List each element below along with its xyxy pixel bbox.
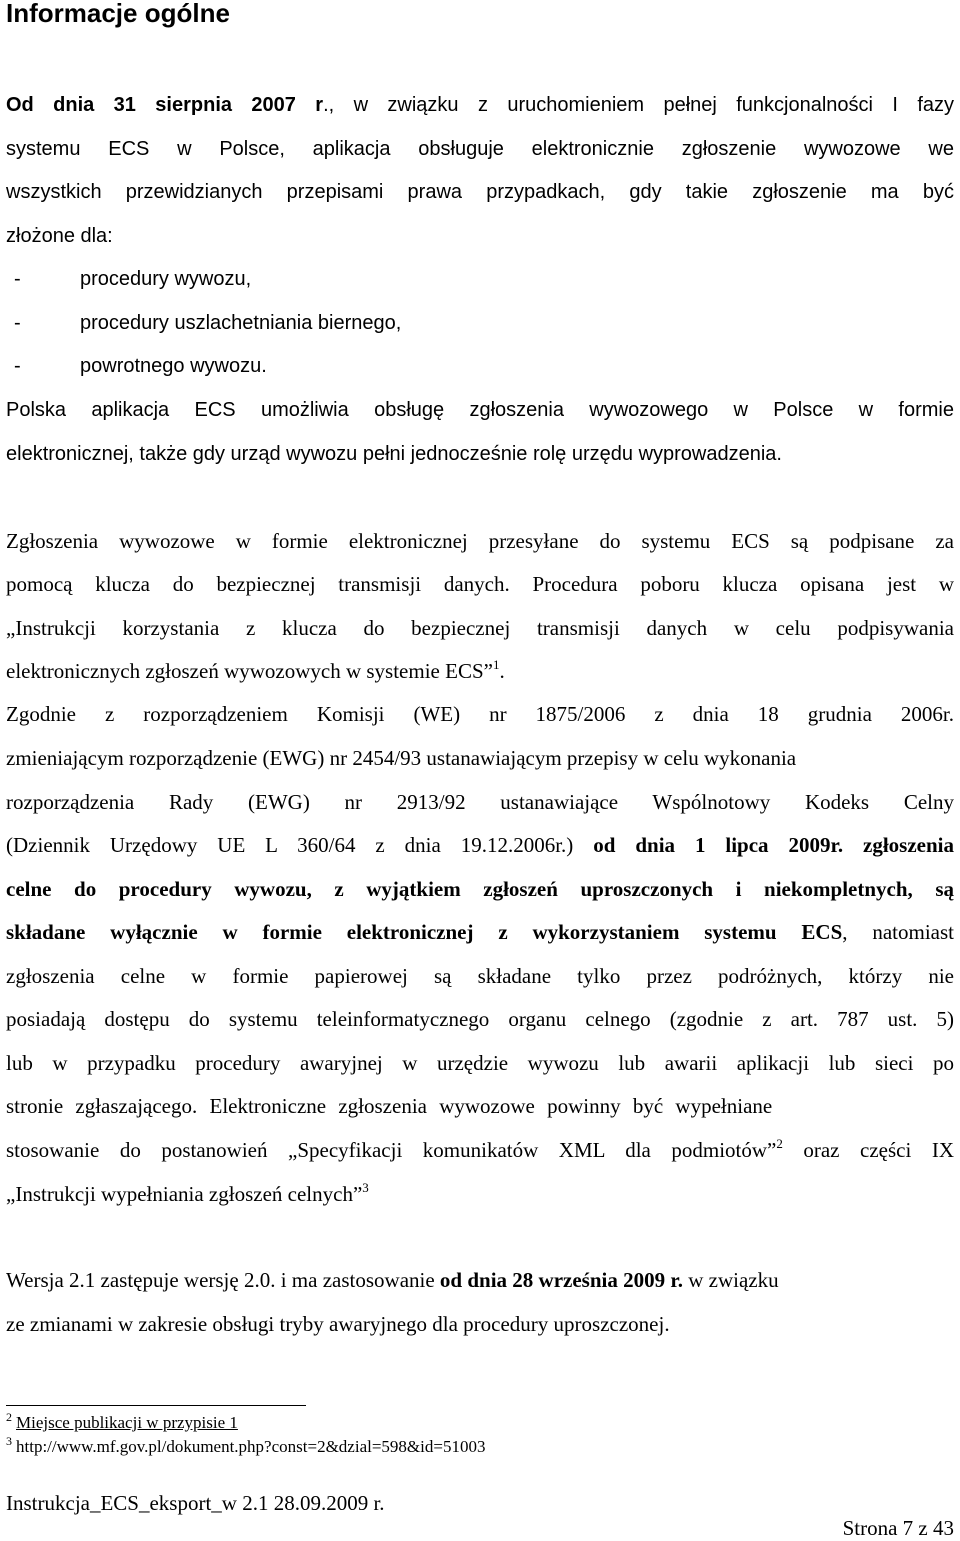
text-span: (Dziennik Urzędowy UE L 360/64 z dnia 19.12.2006r.) bbox=[6, 833, 594, 857]
paragraph-line: Zgodnie z rozporządzeniem Komisji (WE) nr 1875/2006 z dnia 18 grudnia 2006r. bbox=[6, 702, 954, 726]
paragraph-line: pomocą klucza do bezpiecznej transmisji danych. Procedura poboru klucza opisana jest w bbox=[6, 572, 954, 596]
text-span: , natomiast bbox=[842, 920, 954, 944]
paragraph-line: posiadają dostępu do systemu teleinformatycznego organu celnego (zgodnie z art. 787 ust. 5) bbox=[6, 1007, 954, 1031]
paragraph-line bbox=[6, 919, 954, 945]
footnote-ref: 3 bbox=[362, 1180, 369, 1195]
bold-text: składane wyłącznie w formie elektronicznej z wykorzystaniem systemu ECS bbox=[6, 920, 843, 944]
footer-document-name: Instrukcja_ECS_eksport_w 2.1 28.09.2009 r. bbox=[6, 1491, 385, 1515]
footnote-link[interactable]: Miejsce publikacji w przypisie 1 bbox=[16, 1413, 238, 1432]
list-item-text: procedury uszlachetniania biernego, bbox=[80, 312, 402, 334]
list-dash: - bbox=[14, 312, 21, 334]
footer-page-number: Strona 7 z 43 bbox=[842, 1516, 954, 1540]
footnote bbox=[6, 1410, 238, 1433]
paragraph-line: zmieniającym rozporządzenie (EWG) nr 2454/93 ustanawiającym przepisy w celu wykonania bbox=[6, 746, 797, 770]
paragraph-line: „Instrukcji korzystania z klucza do bezpiecznej transmisji danych w celu podpisywania bbox=[6, 616, 954, 640]
text-span: ., w związku z uruchomieniem pełnej funkcjonalności I fazy bbox=[323, 94, 955, 116]
list-item bbox=[6, 353, 606, 379]
paragraph-line: rozporządzenia Rady (EWG) nr 2913/92 ustanawiające Wspólnotowy Kodeks Celny bbox=[6, 790, 954, 814]
text-span: „Instrukcji wypełniania zgłoszeń celnych” bbox=[6, 1182, 363, 1206]
paragraph-line: elektronicznej, także gdy urząd wywozu pełni jednocześnie rolę urzędu wyprowadzenia. bbox=[6, 443, 782, 465]
paragraph-line bbox=[6, 1181, 954, 1207]
footnote-ref: 2 bbox=[776, 1136, 783, 1151]
footnote-number: 3 bbox=[6, 1434, 12, 1448]
paragraph-line bbox=[6, 876, 954, 902]
paragraph-line: wszystkich przewidzianych przepisami prawa przypadkach, gdy takie zgłoszenie ma być bbox=[6, 181, 954, 203]
list-item-text: procedury wywozu, bbox=[80, 268, 252, 290]
paragraph-line bbox=[6, 1137, 954, 1163]
paragraph-line: ze zmianami w zakresie obsługi tryby awaryjnego dla procedury uproszczonej. bbox=[6, 1312, 670, 1336]
footnote-separator bbox=[6, 1405, 306, 1406]
bold-text: od dnia 28 września 2009 r. bbox=[439, 1268, 684, 1292]
footnote-ref: 1 bbox=[492, 657, 500, 672]
bold-text: od dnia 1 lipca 2009r. zgłoszenia bbox=[593, 833, 954, 857]
paragraph-line: systemu ECS w Polsce, aplikacja obsługuje elektronicznie zgłoszenie wywozowe we bbox=[6, 138, 954, 160]
bold-text: celne do procedury wywozu, z wyjątkiem zgłoszeń uproszczonych i niekompletnych, są bbox=[6, 877, 954, 901]
paragraph-line bbox=[6, 92, 954, 118]
paragraph-line bbox=[6, 658, 954, 684]
list-item bbox=[6, 266, 606, 292]
paragraph-line: zgłoszenia celne w formie papierowej są składane tylko przez podróżnych, którzy nie bbox=[6, 964, 954, 988]
paragraph-line bbox=[6, 1267, 954, 1293]
text-span: elektronicznych zgłoszeń wywozowych w systemie ECS” bbox=[6, 659, 493, 683]
text-span: . bbox=[499, 659, 505, 683]
text-span: stosowanie do postanowień „Specyfikacji komunikatów XML dla podmiotów” bbox=[6, 1138, 777, 1162]
text-span: w związku bbox=[683, 1268, 779, 1292]
list-item-text: powrotnego wywozu. bbox=[80, 355, 267, 377]
list-dash: - bbox=[14, 355, 21, 377]
text-span: oraz części IX bbox=[782, 1138, 954, 1162]
paragraph-line: Polska aplikacja ECS umożliwia obsługę zgłoszenia wywozowego w Polsce w formie bbox=[6, 399, 954, 421]
footnote bbox=[6, 1434, 486, 1457]
bold-date: Od dnia 31 sierpnia 2007 r bbox=[6, 94, 324, 116]
page-title: Informacje ogólne bbox=[6, 0, 230, 28]
footnote-url: http://www.mf.gov.pl/dokument.php?const=2&dzial=598&id=51003 bbox=[16, 1437, 486, 1456]
text-span: Wersja 2.1 zastępuje wersję 2.0. i ma zastosowanie bbox=[6, 1268, 440, 1292]
paragraph-line: lub w przypadku procedury awaryjnej w urzędzie wywozu lub awarii aplikacji lub sieci po bbox=[6, 1051, 954, 1075]
paragraph-line: stronie zgłaszającego. Elektroniczne zgłoszenia wywozowe powinny być wypełniane bbox=[6, 1094, 773, 1118]
list-item bbox=[6, 310, 606, 336]
paragraph-line: Zgłoszenia wywozowe w formie elektronicznej przesyłane do systemu ECS są podpisane za bbox=[6, 529, 954, 553]
footnote-number: 2 bbox=[6, 1410, 12, 1424]
list-dash: - bbox=[14, 268, 21, 290]
paragraph-line: złożone dla: bbox=[6, 225, 113, 247]
paragraph-line bbox=[6, 832, 954, 858]
